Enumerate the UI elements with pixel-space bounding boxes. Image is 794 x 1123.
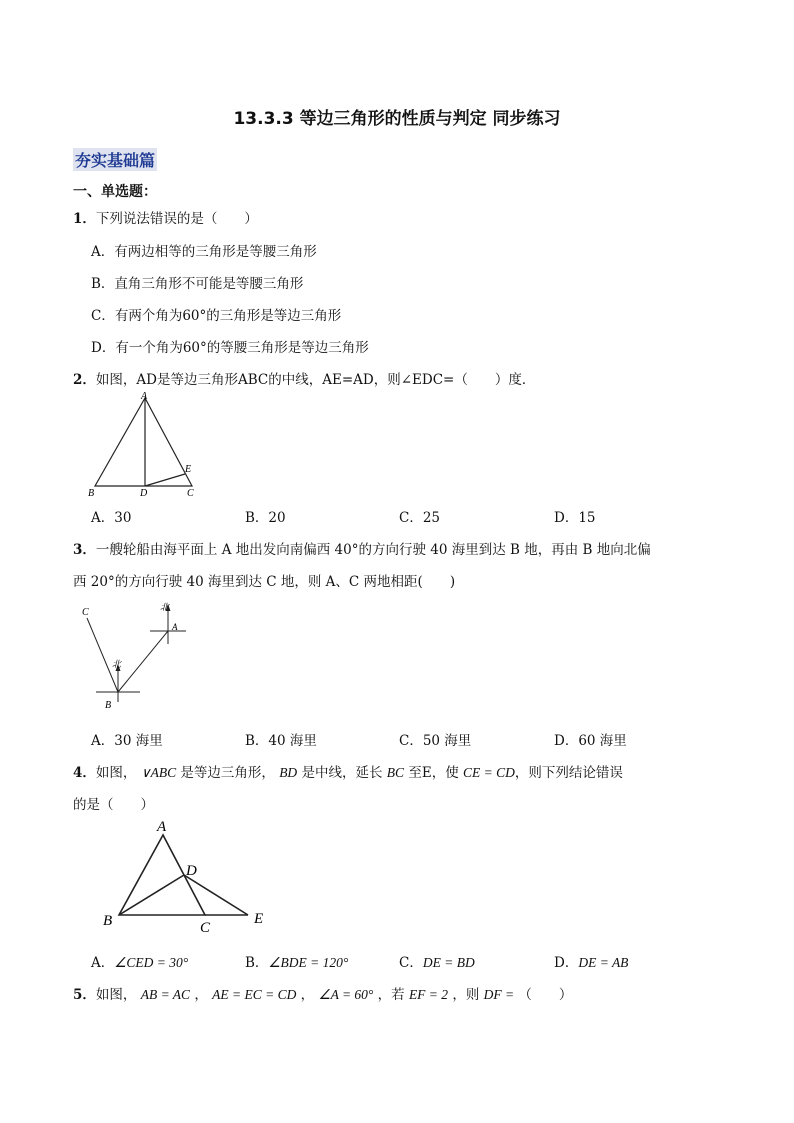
option-math: ∠BDE = 120°: [268, 955, 349, 970]
q3-option-b: B．40 海里: [245, 733, 317, 749]
text-part: 是等边三角形，: [180, 765, 275, 781]
math-ce-cd: CE = CD: [463, 765, 515, 780]
label-north-b: 北: [112, 659, 122, 669]
segment-de: [145, 474, 185, 486]
q2-option-d: D．15: [554, 510, 596, 526]
label-b: B: [105, 700, 112, 711]
question-number: 3．: [73, 542, 96, 558]
label-c: C: [200, 920, 211, 936]
label-e: E: [185, 464, 192, 475]
text-part: ，则下列结论错误: [514, 765, 623, 781]
question-1: [73, 207, 258, 227]
question-text: 如图，AD是等边三角形ABC的中线，AE=AD，则∠EDC=（ ）度．: [95, 372, 536, 388]
option-math: ∠CED = 30°: [114, 955, 189, 970]
path-ab: [118, 631, 168, 692]
math-ef: EF = 2: [408, 987, 449, 1002]
q1-option-b: B．直角三角形不可能是等腰三角形: [91, 276, 304, 292]
question-text: 下列说法错误的是（ ）: [95, 211, 258, 227]
q4-option-a: [91, 951, 188, 971]
option-letter: D．: [554, 955, 579, 971]
question-5: [73, 983, 572, 1003]
option-math: DE = BD: [422, 955, 475, 970]
option-letter: B．: [245, 955, 269, 971]
triangle-abc: [95, 398, 192, 486]
q3-option-c: C．50 海里: [399, 733, 472, 749]
math-bd: BD: [279, 765, 298, 780]
question-number: 4．: [73, 765, 96, 781]
question-4-line-1: [73, 761, 623, 781]
q3-option-a: A．30 海里: [91, 733, 163, 749]
label-d: D: [186, 863, 197, 879]
q2-triangle-figure: [84, 390, 214, 500]
option-math: DE = AB: [578, 955, 629, 970]
label-c: C: [187, 488, 194, 499]
q3-bearing-figure: [74, 598, 204, 716]
q3-option-d: D．60 海里: [554, 733, 627, 749]
question-number: 2．: [73, 372, 96, 388]
label-d: D: [140, 488, 148, 499]
section-heading: 一、单选题：: [73, 184, 157, 200]
math-triangle-abc: ∨ABC: [140, 765, 177, 780]
q4-option-c: [399, 951, 475, 971]
q1-option-c: C．有两个角为60°的三角形是等边三角形: [91, 308, 342, 324]
question-3-line-2: 西 20°的方向行驶 40 海里到达 C 地，则 A、C 两地相距( ): [73, 574, 456, 590]
question-number: 5．: [73, 987, 96, 1003]
q2-option-b: B．20: [245, 510, 286, 526]
option-letter: C．: [399, 955, 423, 971]
text-part: ，: [194, 987, 208, 1003]
label-a: A: [157, 819, 167, 835]
question-2: [73, 368, 535, 388]
text-part: ，若: [377, 987, 405, 1003]
label-b: B: [88, 488, 95, 499]
label-a: A: [141, 391, 148, 402]
label-north-a: 北: [160, 602, 170, 612]
question-3-line-1: [73, 538, 651, 558]
math-df: DF =: [483, 987, 515, 1002]
text-part: 如图，: [95, 765, 137, 781]
q2-option-c: C．25: [399, 510, 441, 526]
label-e: E: [254, 911, 264, 927]
math-ae-ec-cd: AE = EC = CD: [212, 987, 297, 1002]
text-part: 是中线，延长: [301, 765, 383, 781]
path-bc: [87, 618, 118, 692]
q4-option-b: [245, 951, 348, 971]
question-4-line-2: 的是（ ）: [73, 797, 154, 813]
q4-triangle-figure: [98, 818, 273, 936]
q4-option-d: [554, 951, 628, 971]
median-bd: [119, 875, 184, 915]
q1-option-a: A．有两边相等的三角形是等腰三角形: [91, 244, 317, 260]
option-letter: A．: [91, 955, 115, 971]
text-part: 如图，: [95, 987, 137, 1003]
text-part: 至E，使: [408, 765, 459, 781]
question-number: 1．: [73, 211, 96, 227]
section-label: 夯实基础篇: [73, 148, 157, 171]
text-part: （ ）: [518, 987, 573, 1003]
q2-option-a: A．30: [91, 510, 132, 526]
math-angle-a: ∠A = 60°: [318, 987, 374, 1002]
label-b: B: [103, 913, 113, 929]
text-part: ，: [300, 987, 315, 1003]
question-text: 一艘轮船由海平面上 A 地出发向南偏西 40°的方向行驶 40 海里到达 B 地，再由 B 地向北偏: [95, 542, 651, 558]
q1-option-d: D．有一个角为60°的等腰三角形是等边三角形: [91, 340, 369, 356]
label-c: C: [82, 607, 89, 618]
math-bc: BC: [386, 765, 405, 780]
page-title: 13.3.3 等边三角形的性质与判定 同步练习: [233, 109, 561, 129]
label-a: A: [172, 622, 178, 632]
text-part: ，则: [452, 987, 480, 1003]
math-ab-ac: AB = AC: [140, 987, 191, 1002]
